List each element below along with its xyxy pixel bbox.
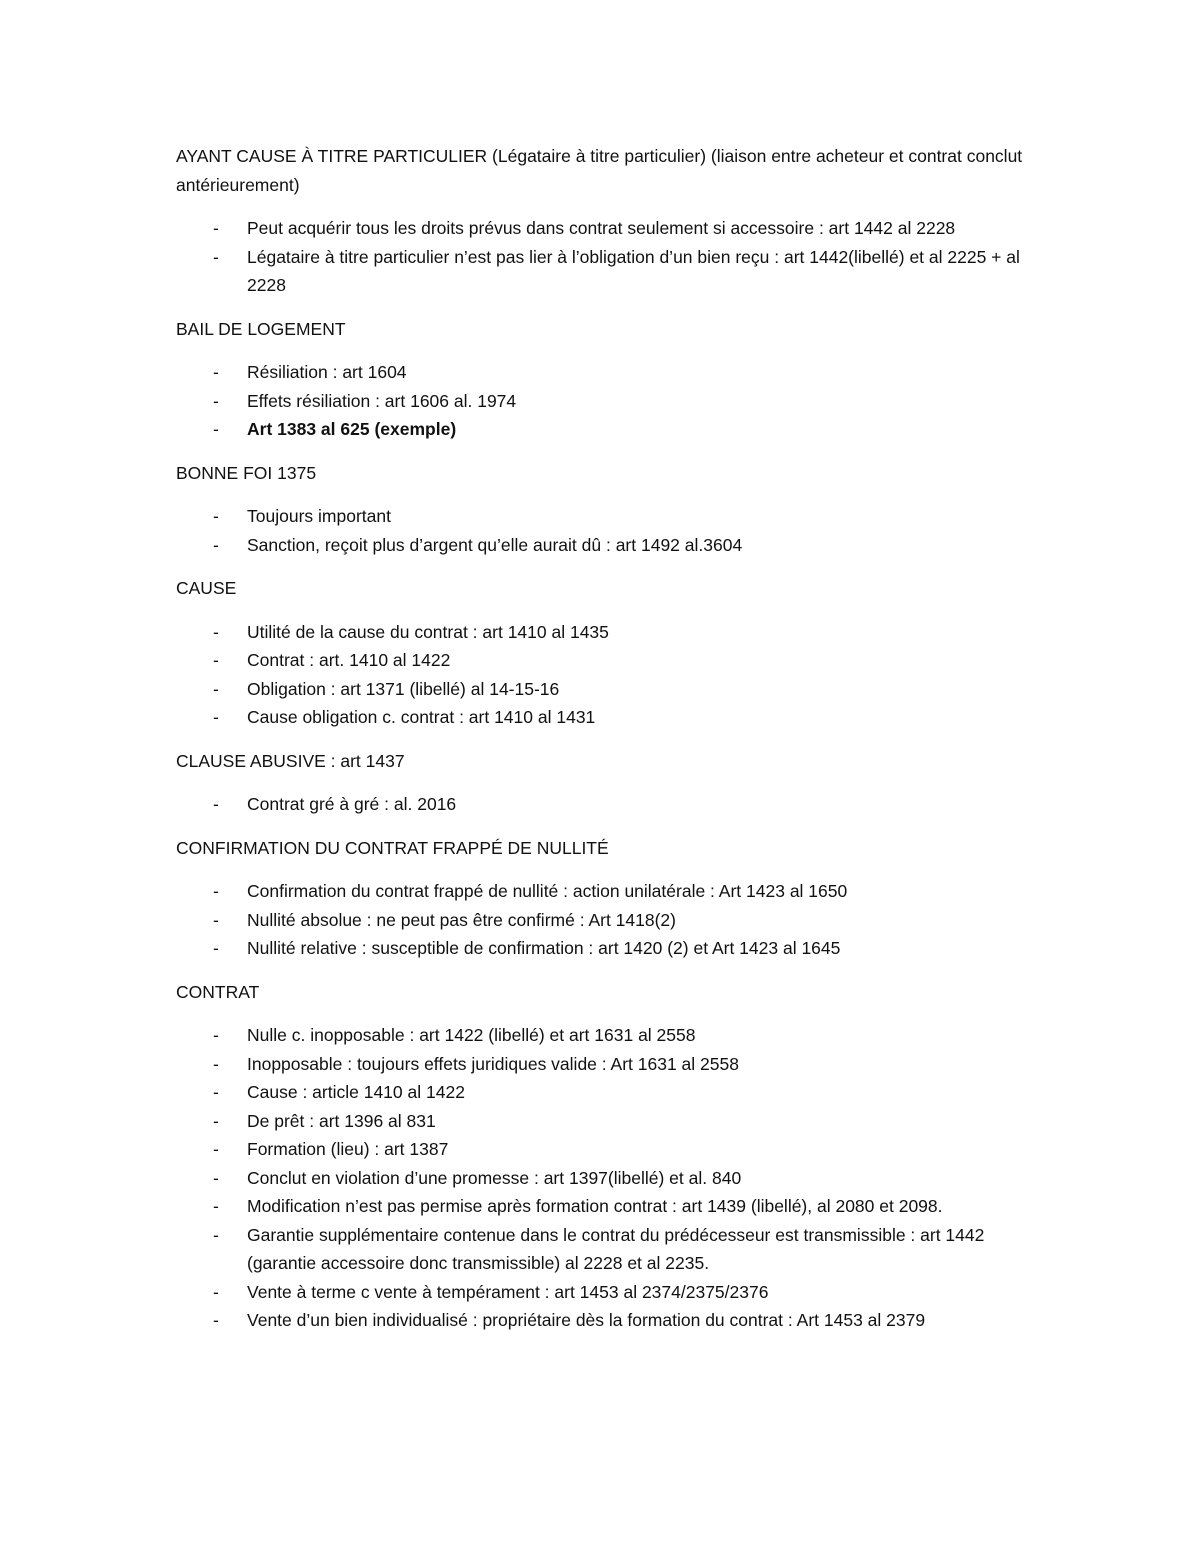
section-heading: CAUSE — [176, 578, 237, 598]
list-item-text: Contrat : art. 1410 al 1422 — [247, 650, 451, 670]
list-item — [176, 1306, 1036, 1335]
list-item-text: Formation (lieu) : art 1387 — [247, 1139, 449, 1159]
bullet-dash: - — [213, 218, 219, 238]
list-item-text: Vente à terme c vente à tempérament : art 1453 al 2374/2375/2376 — [247, 1281, 769, 1302]
list-item-text: Obligation : art 1371 (libellé) al 14-15-16 — [247, 678, 560, 699]
bullet-dash: - — [213, 938, 219, 958]
bullet-dash: - — [213, 1224, 219, 1245]
list-item-text: Légataire à titre particulier n’est pas lier à l’obligation d’un bien reçu : art 1442(libellé) et al 2225 + al 2228 — [247, 246, 1020, 295]
list-item — [176, 1192, 1036, 1221]
bullet-list — [176, 502, 1036, 559]
list-item — [176, 703, 1036, 732]
list-item — [176, 906, 1036, 935]
list-item-text: Résiliation : art 1604 — [247, 362, 407, 382]
list-item — [176, 618, 1036, 647]
bullet-dash: - — [213, 506, 219, 526]
list-item-text: Cause obligation c. contrat : art 1410 al 1431 — [247, 707, 596, 727]
list-item — [176, 358, 1036, 387]
list-item-text: Toujours important — [247, 506, 391, 526]
bullet-dash: - — [213, 707, 219, 727]
list-item — [176, 531, 1036, 560]
bullet-list — [176, 790, 1036, 819]
bullet-dash: - — [213, 1025, 219, 1045]
bullet-dash: - — [213, 1167, 219, 1188]
list-item-text: Conclut en violation d’une promesse : art 1397(libellé) et al. 840 — [247, 1167, 742, 1188]
list-item-text: Inopposable : toujours effets juridiques valide : Art 1631 al 2558 — [247, 1053, 739, 1074]
list-item — [176, 387, 1036, 416]
bullet-dash: - — [213, 1196, 219, 1216]
section-heading: CLAUSE ABUSIVE : art 1437 — [176, 750, 405, 771]
section-heading: CONFIRMATION DU CONTRAT FRAPPÉ DE NULLITÉ — [176, 837, 609, 858]
bullet-dash: - — [213, 1053, 219, 1074]
bullet-dash: - — [213, 621, 219, 642]
bullet-dash: - — [213, 1082, 219, 1102]
bullet-dash: - — [213, 909, 219, 930]
list-item — [176, 1021, 1036, 1050]
list-item — [176, 675, 1036, 704]
list-item — [176, 214, 1036, 243]
list-item-text: De prêt : art 1396 al 831 — [247, 1110, 436, 1131]
list-item-text: Cause : article 1410 al 1422 — [247, 1082, 465, 1102]
list-item — [176, 1078, 1036, 1107]
section-heading: BAIL DE LOGEMENT — [176, 318, 346, 339]
list-item — [176, 1135, 1036, 1164]
list-item — [176, 415, 1036, 444]
list-item — [176, 877, 1036, 906]
section-heading: BONNE FOI 1375 — [176, 462, 317, 483]
list-item-text: Nullité relative : susceptible de confirmation : art 1420 (2) et Art 1423 al 1645 — [247, 938, 841, 958]
bullet-dash: - — [213, 419, 219, 439]
bullet-dash: - — [213, 650, 219, 670]
list-item — [176, 243, 1036, 300]
bullet-dash: - — [213, 246, 219, 267]
list-item — [176, 934, 1036, 963]
bullet-dash: - — [213, 362, 219, 382]
bullet-dash: - — [213, 1139, 219, 1159]
list-item-text: Nulle c. inopposable : art 1422 (libellé) et art 1631 al 2558 — [247, 1025, 696, 1045]
list-item — [176, 502, 1036, 531]
bullet-list — [176, 1021, 1036, 1335]
list-item — [176, 1278, 1036, 1307]
list-item — [176, 1107, 1036, 1136]
list-item-text-bold: Art 1383 al 625 (exemple) — [247, 419, 457, 439]
bullet-dash: - — [213, 1110, 219, 1131]
list-item-text: Contrat gré à gré : al. 2016 — [247, 794, 457, 814]
list-item-text: Garantie supplémentaire contenue dans le contrat du prédécesseur est transmissible : art 1442 (garantie accessoire donc transmissible) al 2228 et al 2235. — [247, 1224, 985, 1273]
bullet-dash: - — [213, 1281, 219, 1302]
list-item-text: Sanction, reçoit plus d’argent qu’elle aurait dû : art 1492 al.3604 — [247, 534, 743, 555]
bullet-dash: - — [213, 1310, 219, 1330]
bullet-dash: - — [213, 678, 219, 699]
bullet-list — [176, 358, 1036, 444]
list-item — [176, 1050, 1036, 1079]
list-item-text: Modification n’est pas permise après formation contrat : art 1439 (libellé), al 2080 et 2098. — [247, 1196, 943, 1216]
bullet-dash: - — [213, 794, 219, 814]
list-item — [176, 1221, 1036, 1278]
bullet-list — [176, 214, 1036, 300]
bullet-dash: - — [213, 534, 219, 555]
list-item-text: Effets résiliation : art 1606 al. 1974 — [247, 390, 517, 411]
list-item-text: Utilité de la cause du contrat : art 1410 al 1435 — [247, 621, 609, 642]
section-heading: AYANT CAUSE À TITRE PARTICULIER (Légataire à titre particulier) (liaison entre acheteur et contrat conclut antérieurement) — [176, 146, 1023, 195]
list-item-text: Vente d’un bien individualisé : propriétaire dès la formation du contrat : Art 1453 al 2379 — [247, 1310, 926, 1330]
list-item — [176, 790, 1036, 819]
bullet-list — [176, 877, 1036, 963]
bullet-dash: - — [213, 390, 219, 411]
bullet-dash: - — [213, 881, 219, 901]
list-item-text: Nullité absolue : ne peut pas être confirmé : Art 1418(2) — [247, 909, 676, 930]
bullet-list — [176, 618, 1036, 732]
list-item — [176, 1164, 1036, 1193]
list-item-text: Confirmation du contrat frappé de nullité : action unilatérale : Art 1423 al 1650 — [247, 881, 848, 901]
section-heading: CONTRAT — [176, 981, 260, 1002]
list-item-text: Peut acquérir tous les droits prévus dans contrat seulement si accessoire : art 1442 al 2228 — [247, 218, 956, 238]
list-item — [176, 646, 1036, 675]
document-content — [176, 142, 1036, 1350]
